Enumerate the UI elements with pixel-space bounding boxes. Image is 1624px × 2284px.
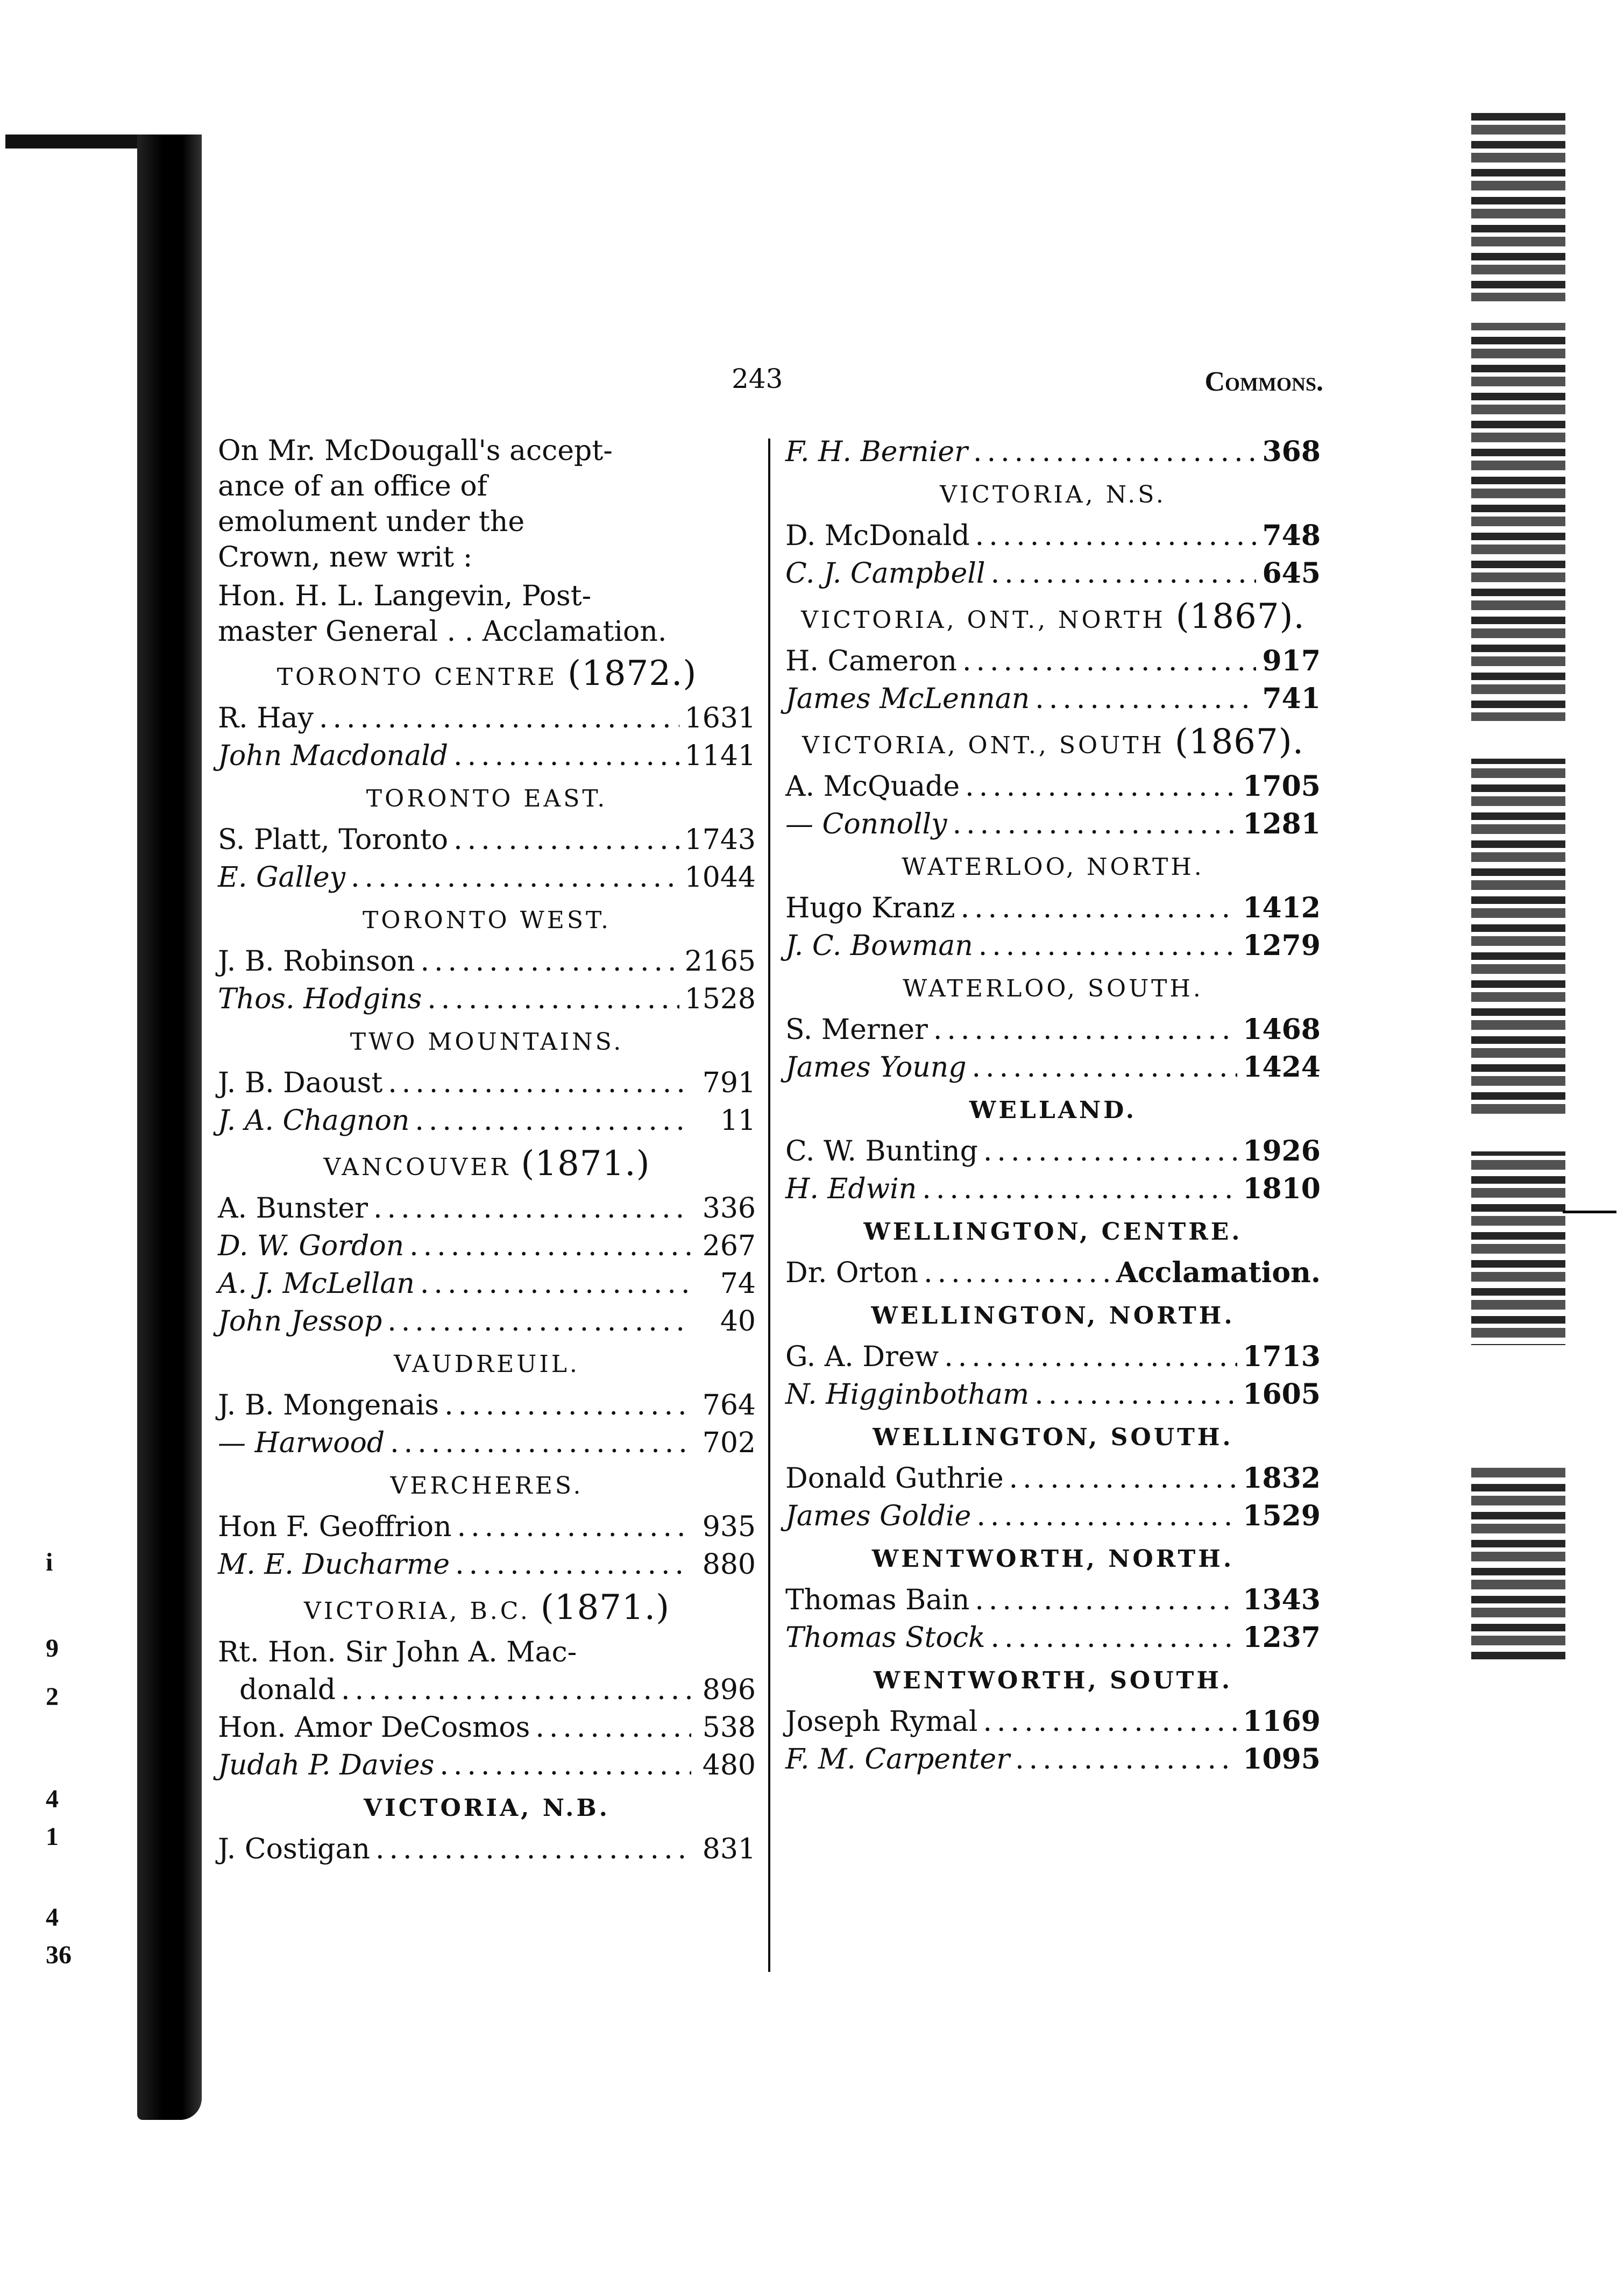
- candidate-row: C. J. Campbell ..... 645: [785, 555, 1321, 592]
- edge-gap: [1463, 1345, 1576, 1463]
- candidate-row: A. McQuade ..... 1705: [785, 768, 1321, 805]
- candidate-row: Thos. Hodgins ..... 1528: [218, 980, 756, 1018]
- constituency-heading: TWO MOUNTAINS.: [350, 1028, 624, 1056]
- constituency-heading: VICTORIA, ONT., SOUTH (1867).: [802, 722, 1304, 762]
- candidate-row: Rt. Hon. Sir John A. Mac-: [218, 1636, 577, 1668]
- candidate-row: H. Cameron ..... 917: [785, 642, 1321, 680]
- margin-mark: 36: [46, 1941, 72, 1969]
- constituency-heading: VICTORIA, B.C. (1871.): [303, 1588, 670, 1628]
- binding-shadow: [137, 135, 202, 2120]
- candidate-row: Joseph Rymal ..... 1169: [785, 1703, 1321, 1741]
- candidate-row: Dr. Orton ..... Acclamation.: [785, 1254, 1321, 1292]
- page-number: 243: [732, 363, 783, 394]
- candidate-row: J. A. Chagnon ..... 11: [218, 1102, 756, 1140]
- candidate-row: donald ..... 896: [218, 1671, 756, 1709]
- constituency-heading: WATERLOO, SOUTH.: [903, 975, 1203, 1002]
- constituency-heading: VICTORIA, N.S.: [940, 481, 1166, 508]
- note-line: ance of an office of: [218, 470, 487, 503]
- candidate-row: John Jessop ..... 40: [218, 1303, 756, 1340]
- candidate-row: James McLennan ..... 741: [785, 680, 1321, 718]
- constituency-heading: WATERLOO, NORTH.: [902, 853, 1204, 881]
- note-line: On Mr. McDougall's accept-: [218, 435, 613, 467]
- candidate-row: C. W. Bunting ..... 1926: [785, 1133, 1321, 1170]
- candidate-row: F. M. Carpenter ..... 1095: [785, 1741, 1321, 1778]
- candidate-row: Hon F. Geoffrion ..... 935: [218, 1508, 756, 1546]
- margin-mark: 1: [46, 1822, 59, 1851]
- constituency-heading: VERCHERES.: [390, 1472, 584, 1500]
- candidate-row: J. Costigan ..... 831: [218, 1830, 756, 1868]
- column-divider: [768, 439, 770, 1972]
- candidate-row: J. B. Mongenais ..... 764: [218, 1387, 756, 1424]
- candidate-row: Hugo Kranz ..... 1412: [785, 889, 1321, 927]
- candidate-row: M. E. Ducharme ..... 880: [218, 1546, 756, 1583]
- candidate-row: J. B. Daoust ..... 791: [218, 1064, 756, 1102]
- right-column: [785, 433, 1321, 1778]
- candidate-row: Thomas Stock ..... 1237: [785, 1619, 1321, 1657]
- candidate-row: D. W. Gordon ..... 267: [218, 1227, 756, 1265]
- constituency-heading: WELLINGTON, CENTRE.: [863, 1218, 1243, 1246]
- edge-rule: [1563, 1211, 1616, 1213]
- candidate-row: S. Platt, Toronto ..... 1743: [218, 821, 756, 859]
- candidate-row: J. B. Robinson ..... 2165: [218, 943, 756, 980]
- candidate-row: Donald Guthrie ..... 1832: [785, 1460, 1321, 1497]
- edge-gap: [1463, 301, 1576, 323]
- candidate-row: John Macdonald ..... 1141: [218, 737, 756, 775]
- constituency-heading: WENTWORTH, NORTH.: [871, 1545, 1235, 1573]
- candidate-row: J. C. Bowman ..... 1279: [785, 927, 1321, 965]
- constituency-heading: WELLINGTON, NORTH.: [871, 1302, 1235, 1330]
- note-line: emolument under the: [218, 506, 525, 538]
- constituency-heading: WELLAND.: [969, 1097, 1137, 1124]
- langevin-note: [218, 578, 756, 649]
- edge-gap: [1463, 721, 1576, 759]
- margin-mark: 4: [46, 1785, 59, 1813]
- margin-mark: 4: [46, 1903, 59, 1932]
- note-line: Hon. H. L. Langevin, Post-: [218, 580, 592, 612]
- candidate-row: James Young ..... 1424: [785, 1049, 1321, 1086]
- candidate-row: D. McDonald ..... 748: [785, 517, 1321, 555]
- candidate-row: Judah P. Davies ..... 480: [218, 1746, 756, 1784]
- constituency-heading: WELLINGTON, SOUTH.: [873, 1424, 1233, 1451]
- candidate-row: A. J. McLellan ..... 74: [218, 1265, 756, 1303]
- candidate-row: G. A. Drew ..... 1713: [785, 1338, 1321, 1376]
- edge-gap: [1463, 1119, 1576, 1151]
- candidate-row: Thomas Bain ..... 1343: [785, 1581, 1321, 1619]
- constituency-heading: VICTORIA, N.B.: [364, 1794, 610, 1822]
- margin-mark: 2: [46, 1682, 59, 1711]
- constituency-heading: WENTWORTH, SOUTH.: [873, 1667, 1233, 1694]
- note-line: master General . . Acclamation.: [218, 616, 667, 648]
- constituency-heading: TORONTO WEST.: [363, 907, 611, 934]
- writ-note: [218, 433, 756, 575]
- constituency-heading: VAUDREUIL.: [394, 1350, 580, 1378]
- constituency-heading: TORONTO CENTRE (1872.): [276, 654, 697, 694]
- note-line: Crown, new writ :: [218, 541, 473, 574]
- margin-marks: [46, 1550, 78, 1980]
- constituency-heading: VICTORIA, ONT., NORTH (1867).: [801, 597, 1305, 637]
- running-head: [732, 363, 1323, 401]
- candidate-row: A. Bunster ..... 336: [218, 1190, 756, 1227]
- margin-mark: 9: [46, 1634, 59, 1663]
- candidate-row: N. Higginbotham ..... 1605: [785, 1376, 1321, 1413]
- candidate-row: Hon. Amor DeCosmos ..... 538: [218, 1709, 756, 1746]
- candidate-row: S. Merner ..... 1468: [785, 1011, 1321, 1049]
- section-title: Commons.: [1204, 366, 1323, 397]
- candidate-row: James Goldie ..... 1529: [785, 1497, 1321, 1535]
- candidate-row: — Harwood ..... 702: [218, 1424, 756, 1462]
- constituency-heading: TORONTO EAST.: [366, 785, 608, 812]
- candidate-row: H. Edwin ..... 1810: [785, 1170, 1321, 1208]
- candidate-row: — Connolly ..... 1281: [785, 805, 1321, 843]
- constituency-heading: VANCOUVER (1871.): [323, 1144, 650, 1184]
- candidate-row: F. H. Bernier ..... 368: [785, 433, 1321, 471]
- margin-mark: i: [46, 1548, 53, 1576]
- candidate-row: E. Galley ..... 1044: [218, 859, 756, 896]
- left-column: [218, 433, 756, 1868]
- candidate-row: R. Hay ..... 1631: [218, 699, 756, 737]
